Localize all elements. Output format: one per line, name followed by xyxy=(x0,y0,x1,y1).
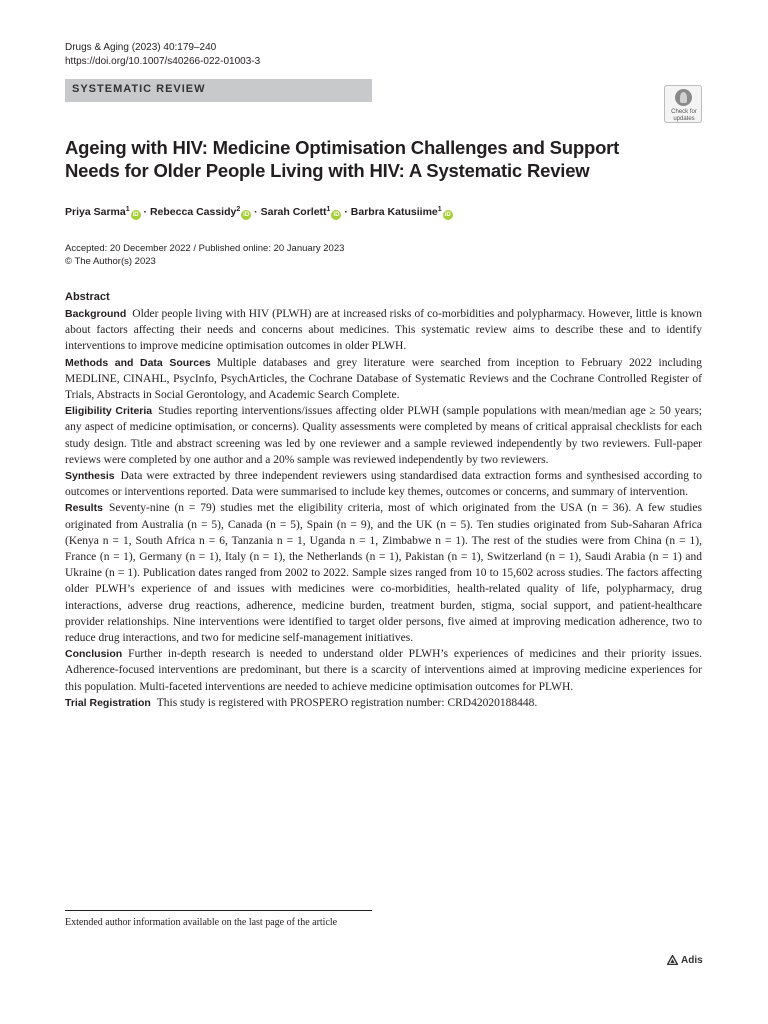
publisher-logo xyxy=(667,955,703,966)
orcid-icon[interactable]: iD xyxy=(243,212,250,218)
abstract-heading: Abstract xyxy=(65,291,110,303)
author-name[interactable]: Sarah Corlett xyxy=(260,206,327,218)
section-label: Conclusion xyxy=(65,648,123,661)
article-type-banner xyxy=(65,79,372,102)
section-text: Older people living with HIV (PLWH) are at increased risks of co-morbidities and polypharmacy. However, little is known about factors affecting their needs and concerns about medicines. This systematic review aims to describe these and to identify interventions to improve medicine optimisation outcomes in older PLWH. xyxy=(65,308,702,353)
author-separator: · xyxy=(140,206,150,218)
orcid-icon[interactable]: iD xyxy=(444,212,451,218)
author-list xyxy=(65,203,453,220)
section-label: Results xyxy=(65,502,103,515)
section-text: Data were extracted by three independent reviewers using standardised data extraction forms and synthesised according to outcomes or interventions reported. Data were summarised to include key themes, outcomes or concerns, and summary of intervention. xyxy=(65,470,702,499)
crossmark-icon xyxy=(675,89,692,106)
abstract-section-background xyxy=(65,306,702,355)
abstract-section-trial-registration xyxy=(65,695,702,711)
orcid-icon[interactable]: iD xyxy=(132,212,139,218)
section-text: Studies reporting interventions/issues affecting older PLWH (sample populations with mean/median age ≥ 50 years; any aspect of medicine optimisation, or concerns). Quality assessments were completed by means of critical appraisal checklists for each study design. Title and abstract screening was led by one reviewer and a sample reviewed independently by two reviewers. Full-paper reviews were completed by one author and a 20% sample was reviewed independently by two reviewers. xyxy=(65,405,703,466)
publication-dates: Accepted: 20 December 2022 / Published online: 20 January 2023 xyxy=(65,243,345,254)
section-text: Multiple databases and grey literature were searched from inception to February 2022 including MEDLINE, CINAHL, PsycInfo, PsychArticles, the Cochrane Database of Systematic Reviews and the Cochrane Controlled Register of Trials, Abstracts in Social Gerontology, and Academic Search Complete. xyxy=(65,356,703,402)
copyright-notice: © The Author(s) 2023 xyxy=(65,256,156,267)
section-label: Trial Registration xyxy=(65,696,151,709)
section-text: Further in-depth research is needed to understand older PLWH’s experiences of medicines and their priority issues. Adherence-focused interventions are predominant, but there is a scarcity of interventions aimed at improving medicine experiences for this population. Multi-faceted interventions are needed to achieve medicine optimisation outcomes for PLWH. xyxy=(65,648,702,693)
abstract-section-results xyxy=(65,500,702,646)
doi-link[interactable]: https://doi.org/10.1007/s40266-022-01003-3 xyxy=(65,56,261,67)
article-title: Ageing with HIV: Medicine Optimisation Challenges and Support Needs for Older People Living with HIV: A Systematic Review xyxy=(65,137,620,181)
author-name[interactable]: Rebecca Cassidy xyxy=(149,206,237,218)
orcid-icon[interactable]: iD xyxy=(333,212,340,218)
footnote-divider xyxy=(65,910,372,911)
abstract-section-methods xyxy=(65,355,702,404)
author-separator: · xyxy=(251,206,261,218)
section-text: Seventy-nine (n = 79) studies met the eligibility criteria, most of which originated from the USA (n = 36). A few studies originated from Australia (n = 5), Canada (n = 5), Spain (n = 9), and the UK (n = 5). Ten studies originated from Sub-Saharan Africa (Kenya n = 1, South Africa n = 6, Tanzania n = 1, Uganda n = 1, Zimbabwe n = 1). The rest of the studies were from China (n = 1), France (n = 1), Germany (n = 1), Italy (n = 1), the Netherlands (n = 1), Pakistan (n = 1), Switzerland (n = 1), Saudi Arabia (n = 1) and Ukraine (n = 1). Publication dates ranged from 2002 to 2022. Sample sizes ranged from 10 to 15,602 across studies. The factors affecting older PLWH’s experience of and issues with medicines were co-morbidities, health-related quality of life, polypharmacy, drug interactions, adverse drug reactions, adherence, medicine burden, treatment burden, stigma, social support, and patient-healthcare provider relationships. Nine interventions were identified to target older persons, five aimed at improving medication adherence, two to reduce drug interactions, and two for medicine self-management initiatives. xyxy=(65,502,702,645)
author-separator: · xyxy=(341,206,351,218)
author-name[interactable]: Barbra Katusiime xyxy=(350,206,438,218)
adis-triangle-icon xyxy=(667,955,678,965)
publisher-name: Adis xyxy=(681,955,703,966)
section-label: Eligibility Criteria xyxy=(65,405,153,418)
abstract-section-synthesis xyxy=(65,468,702,500)
badge-line1: Check for xyxy=(671,109,697,115)
abstract-body xyxy=(65,306,702,711)
section-label: Background xyxy=(65,308,127,320)
section-text: This study is registered with PROSPERO registration number: CRD42020188448. xyxy=(156,696,538,709)
abstract-section-conclusion xyxy=(65,646,702,695)
article-type-label: SYSTEMATIC REVIEW xyxy=(72,83,206,95)
affiliation-number: 2 xyxy=(236,206,241,213)
journal-citation: Drugs & Aging (2023) 40:179–240 xyxy=(65,42,217,53)
affiliation-number: 1 xyxy=(125,206,130,213)
check-for-updates-badge[interactable] xyxy=(664,85,702,123)
section-label: Methods and Data Sources xyxy=(65,356,211,369)
section-label: Synthesis xyxy=(65,470,115,483)
author-name[interactable]: Priya Sarma xyxy=(65,206,126,218)
affiliation-number: 1 xyxy=(326,206,331,213)
affiliation-number: 1 xyxy=(437,206,442,213)
footnote: Extended author information available on the last page of the article xyxy=(65,917,338,928)
abstract-section-eligibility xyxy=(65,403,702,468)
badge-line2: updates xyxy=(673,116,695,122)
